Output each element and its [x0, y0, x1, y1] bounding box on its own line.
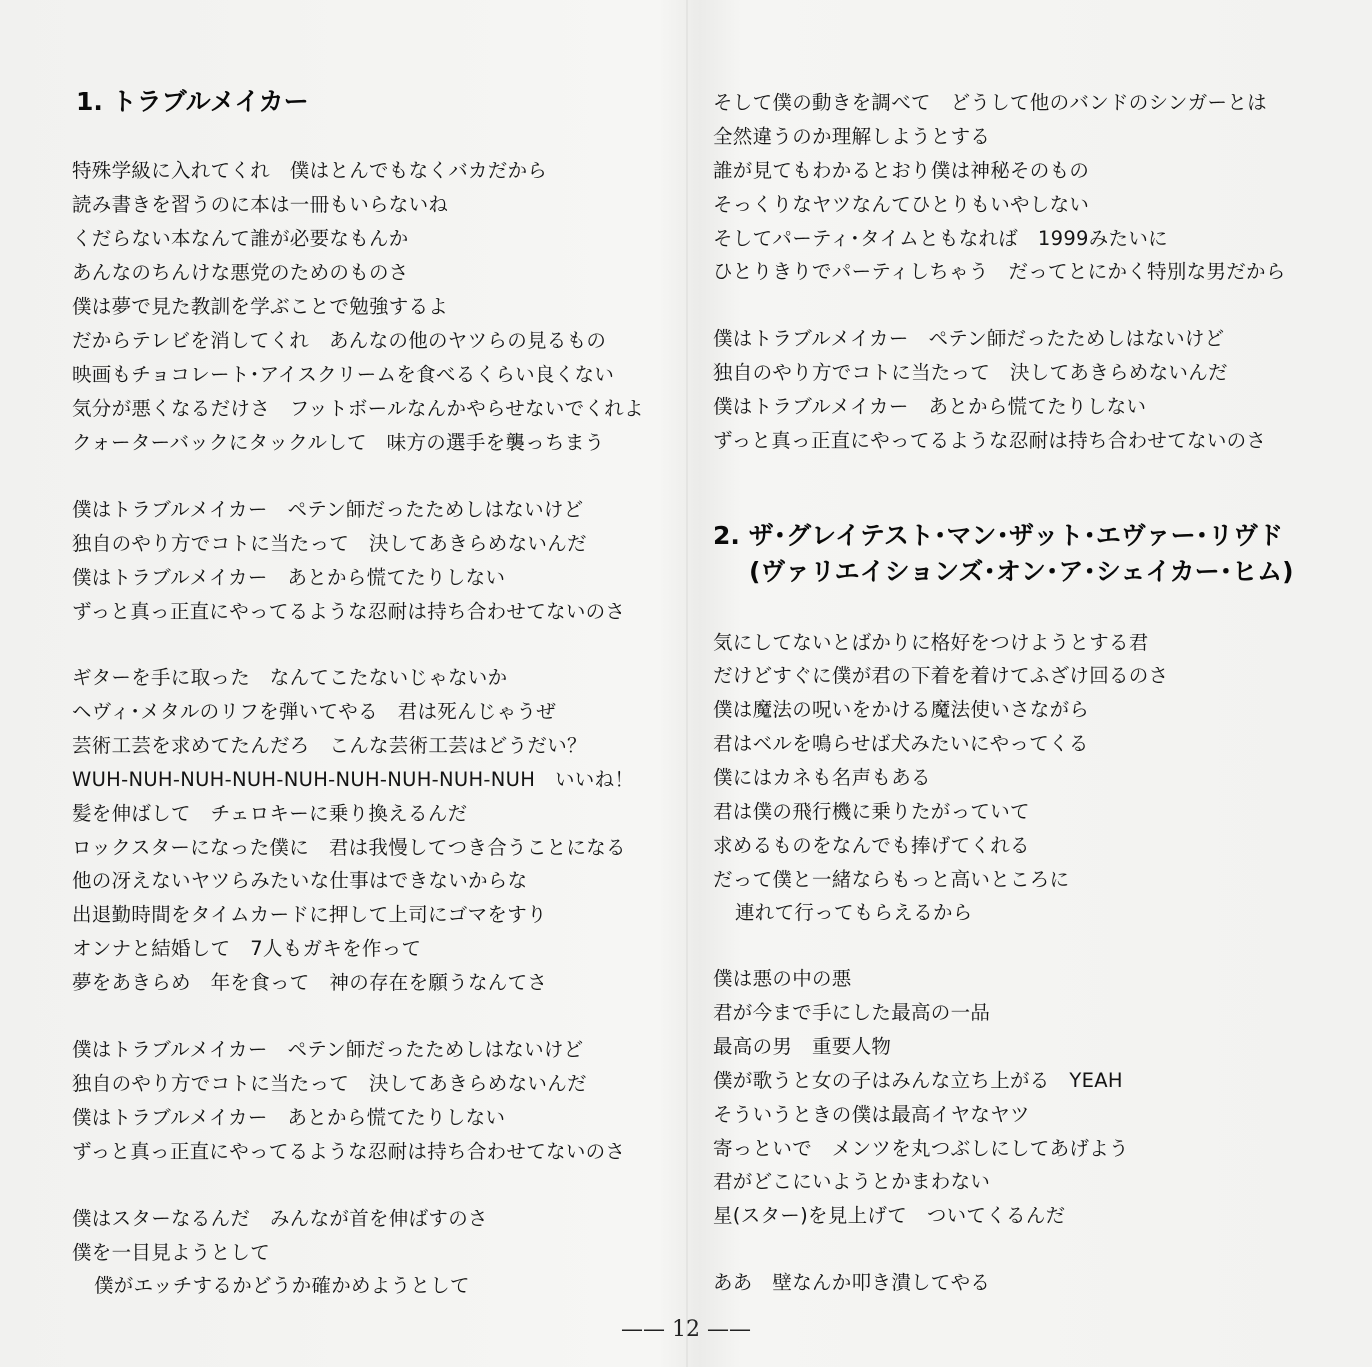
- lyric-line: 独自のやり方でコトに当たって 決してあきらめないんだ: [72, 532, 587, 555]
- lyric-line: そっくりなヤツなんてひとりもいやしない: [713, 193, 1090, 216]
- lyric-line: ギターを手に取った なんてこたないじゃないか: [72, 666, 508, 689]
- lyric-line: 君がどこにいようとかまわない: [713, 1170, 991, 1193]
- lyric-line: 誰が見てもわかるとおり僕は神秘そのもの: [713, 159, 1090, 182]
- lyric-line: 僕はトラブルメイカー あとから慌てたりしない: [713, 395, 1147, 418]
- lyric-line: 僕は夢で見た教訓を学ぶことで勉強するよ: [72, 295, 449, 318]
- lyric-line: 最高の男 重要人物: [713, 1035, 892, 1058]
- lyric-line: 僕はトラブルメイカー あとから慌てたりしない: [72, 1106, 506, 1129]
- lyric-line: 僕はスターなるんだ みんなが首を伸ばすのさ: [72, 1207, 488, 1230]
- lyric-line: 気にしてないとばかりに格好をつけようとする君: [713, 631, 1149, 654]
- song-2-subtitle: (ヴァリエイションズ･オン･ア･シェイカー･ヒム): [749, 557, 1294, 586]
- page-number: [0, 1317, 1372, 1342]
- lyric-line: そして僕の動きを調べて どうして他のバンドのシンガーとは: [713, 91, 1267, 114]
- page-gutter: [686, 0, 688, 1367]
- lyric-line: だって僕と一緒ならもっと高いところに: [713, 868, 1070, 891]
- lyric-line: だからテレビを消してくれ あんなの他のヤツらの見るもの: [72, 329, 607, 352]
- lyric-line: 君はベルを鳴らせば犬みたいにやってくる: [713, 732, 1089, 755]
- lyric-line: ずっと真っ正直にやってるような忍耐は持ち合わせてないのさ: [713, 429, 1267, 452]
- lyric-line: 求めるものをなんでも捧げてくれる: [713, 834, 1030, 857]
- lyric-line: 僕はトラブルメイカー ペテン師だったためしはないけど: [713, 327, 1225, 350]
- lyric-line: 僕が歌うと女の子はみんな立ち上がる YEAH: [713, 1069, 1123, 1092]
- lyric-line: 僕は悪の中の悪: [713, 967, 852, 990]
- lyric-line: 寄っといで メンツを丸つぶしにしてあげよう: [713, 1137, 1129, 1160]
- lyric-line: 君は僕の飛行機に乗りたがっていて: [713, 800, 1030, 823]
- lyric-line: ずっと真っ正直にやってるような忍耐は持ち合わせてないのさ: [72, 1140, 626, 1163]
- lyric-line: クォーターバックにタックルして 味方の選手を襲っちまう: [72, 431, 605, 454]
- song-1-title: 1. トラブルメイカー: [76, 87, 309, 116]
- lyric-line: 独自のやり方でコトに当たって 決してあきらめないんだ: [72, 1072, 587, 1095]
- lyric-line: 僕はトラブルメイカー あとから慌てたりしない: [72, 566, 506, 589]
- lyric-line: 他の冴えないヤツらみたいな仕事はできないからな: [72, 869, 528, 892]
- lyric-line: 連れて行ってもらえるから: [735, 901, 973, 924]
- page-number-rule-right: ——: [707, 1317, 751, 1342]
- lyric-line: 僕にはカネも名声もある: [713, 766, 931, 789]
- lyric-line: あんなのちんけな悪党のためのものさ: [72, 261, 409, 284]
- lyric-line: 独自のやり方でコトに当たって 決してあきらめないんだ: [713, 361, 1228, 384]
- lyric-line: 夢をあきらめ 年を食って 神の存在を願うなんてさ: [72, 971, 548, 994]
- lyric-line: ずっと真っ正直にやってるような忍耐は持ち合わせてないのさ: [72, 600, 626, 623]
- lyric-line: 君が今まで手にした最高の一品: [713, 1001, 991, 1024]
- lyric-line: 芸術工芸を求めてたんだろ こんな芸術工芸はどうだい？: [72, 734, 587, 757]
- lyric-line: ヘヴィ･メタルのリフを弾いてやる 君は死んじゃうぜ: [72, 700, 557, 723]
- page-number-rule-left: ——: [621, 1317, 665, 1342]
- lyric-line: 僕はトラブルメイカー ペテン師だったためしはないけど: [72, 1038, 584, 1061]
- lyric-line: 僕を一目見ようとして: [72, 1241, 271, 1264]
- lyric-line: 映画もチョコレート･アイスクリームを食べるくらい良くない: [72, 363, 615, 386]
- lyric-line: ああ 壁なんか叩き潰してやる: [713, 1271, 991, 1294]
- lyric-line: そういうときの僕は最高イヤなヤツ: [713, 1103, 1030, 1126]
- lyric-line: 僕はトラブルメイカー ペテン師だったためしはないけど: [72, 498, 584, 521]
- lyric-line: 全然違うのか理解しようとする: [713, 125, 991, 148]
- lyric-line: 気分が悪くなるだけさ フットボールなんかやらせないでくれよ: [72, 397, 644, 420]
- song-2-title: 2. ザ･グレイテスト･マン･ザット･エヴァー･リヴド: [713, 521, 1284, 550]
- page-number-value: 12: [672, 1317, 700, 1342]
- lyric-line: 僕は魔法の呪いをかける魔法使いさながら: [713, 698, 1090, 721]
- lyric-line: くだらない本なんて誰が必要なもんか: [72, 227, 409, 250]
- lyric-line: だけどすぐに僕が君の下着を着けてふざけ回るのさ: [713, 664, 1169, 687]
- lyric-line: ひとりきりでパーティしちゃう だってとにかく特別な男だから: [713, 260, 1286, 283]
- lyric-line: 星(スター)を見上げて ついてくるんだ: [713, 1204, 1066, 1227]
- lyric-line: 特殊学級に入れてくれ 僕はとんでもなくバカだから: [72, 159, 548, 182]
- lyric-line: 僕がエッチするかどうか確かめようとして: [94, 1274, 470, 1297]
- lyric-line: オンナと結婚して 7人もガキを作って: [72, 937, 422, 960]
- lyric-line: 髪を伸ばして チェロキーに乗り換えるんだ: [72, 802, 468, 825]
- lyric-line: ロックスターになった僕に 君は我慢してつき合うことになる: [72, 836, 626, 859]
- lyric-line: そしてパーティ･タイムともなれば 1999みたいに: [713, 227, 1168, 250]
- lyric-line: 出退勤時間をタイムカードに押して上司にゴマをすり: [72, 903, 547, 926]
- lyric-line: 読み書きを習うのに本は一冊もいらないね: [72, 193, 449, 216]
- lyric-line: WUH-NUH-NUH-NUH-NUH-NUH-NUH-NUH-NUH いいね！: [72, 768, 635, 791]
